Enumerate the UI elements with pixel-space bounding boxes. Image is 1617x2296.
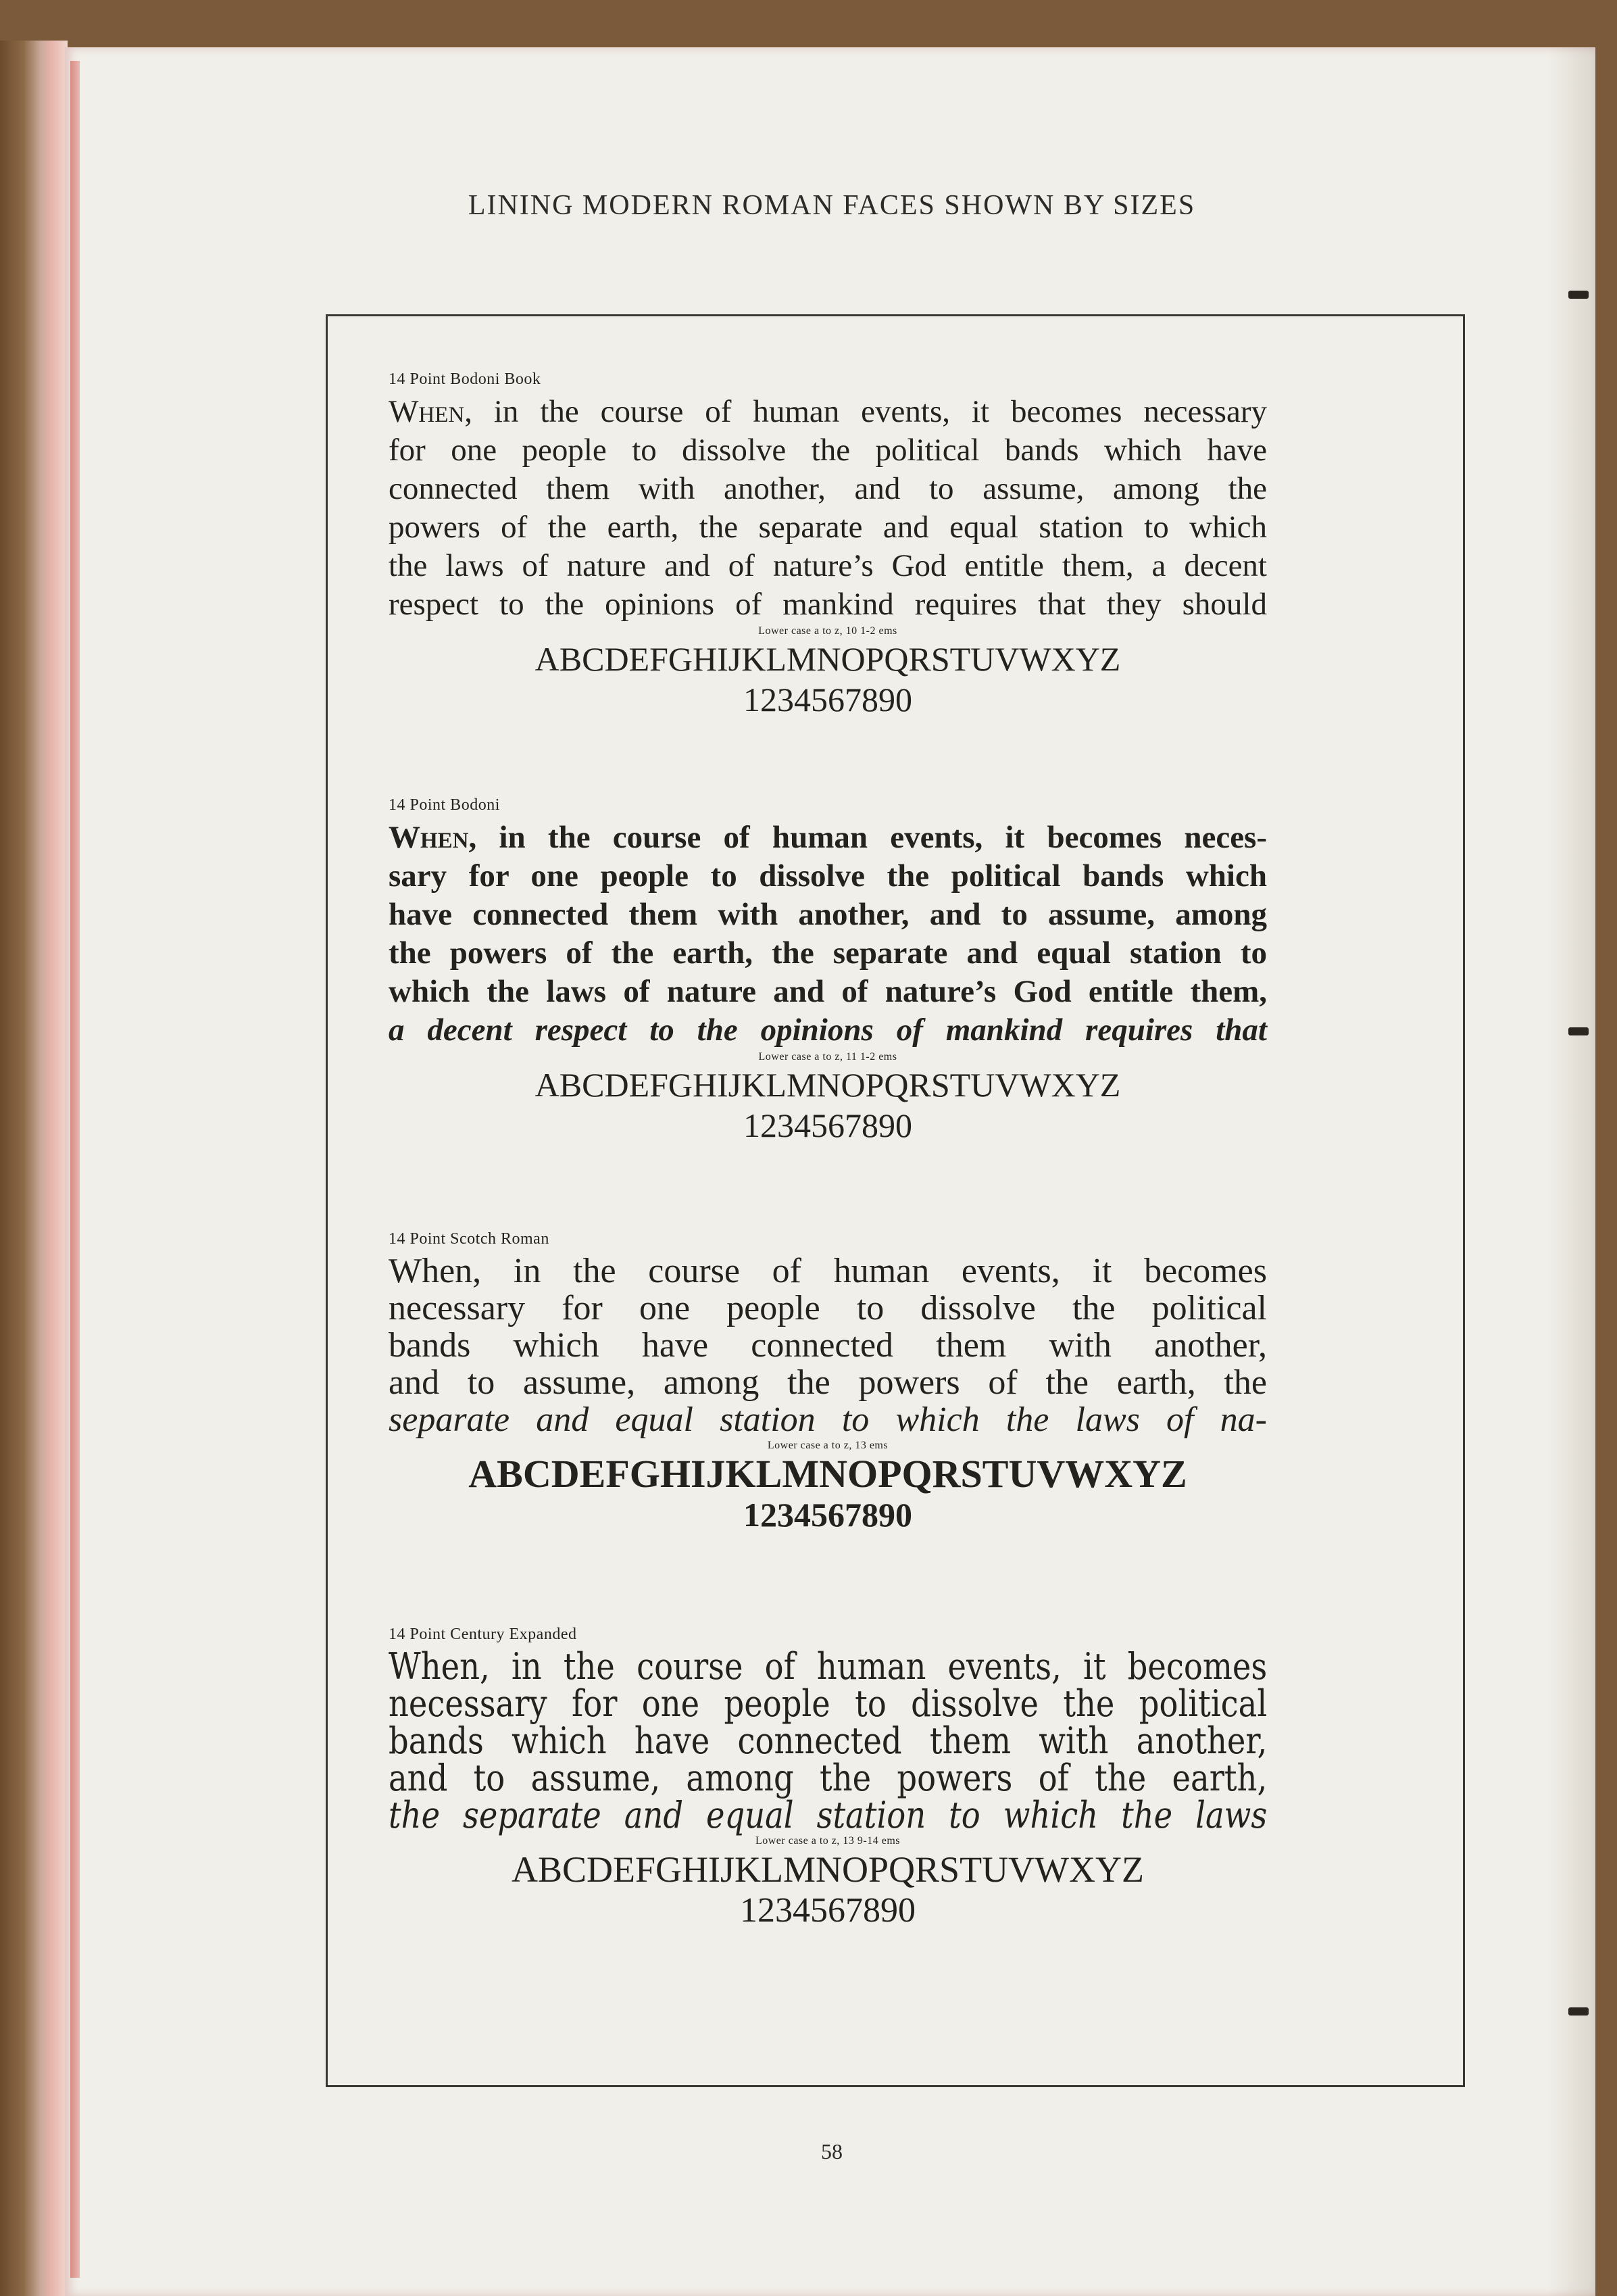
specimen-line: the laws of nature and of nature’s God entitle them, a decent <box>389 548 1267 583</box>
specimen-line: and to assume, among the powers of the earth, the <box>389 1363 1267 1402</box>
specimen-line: necessary for one people to dissolve the political <box>389 1289 1267 1327</box>
page-tab-marker <box>1568 291 1589 299</box>
specimen-line: When, in the course of human events, it becomes <box>389 1645 1268 1688</box>
small-caps-word: When <box>389 820 469 855</box>
numerals-line: 1234567890 <box>743 1496 912 1534</box>
specimen-line: sary for one people to dissolve the political bands which <box>389 858 1267 894</box>
specimen-label: 14 Point Scotch Roman <box>389 1230 549 1248</box>
lowercase-note: Lower case a to z, 13 ems <box>767 1440 889 1451</box>
specimen-line: When, in the course of human events, it becomes necessary <box>389 394 1267 429</box>
specimen-text <box>389 819 1267 1050</box>
specimen-line: the powers of the earth, the separate and equal station to <box>389 935 1267 971</box>
specimen-line: for one people to dissolve the political bands which have <box>389 433 1267 468</box>
lowercase-note: Lower case a to z, 13 9-14 ems <box>755 1835 901 1847</box>
book-edge <box>0 41 68 2296</box>
specimen-italic-line: the separate and equal station to which the laws <box>389 1794 1268 1836</box>
specimen-line: connected them with another, and to assume, among the <box>389 471 1267 506</box>
running-head: LINING MODERN ROMAN FACES SHOWN BY SIZES <box>468 190 1196 221</box>
numerals-line: 1234567890 <box>743 1106 912 1144</box>
specimen-line: bands which have connected them with another, <box>389 1326 1267 1365</box>
page-tab-marker <box>1568 1027 1589 1035</box>
specimen-line: When, in the course of human events, it becomes neces- <box>389 820 1267 855</box>
specimen-text <box>389 1252 1267 1438</box>
numerals-line: 1234567890 <box>743 681 912 718</box>
specimen-line: respect to the opinions of mankind requires that they should <box>389 587 1267 622</box>
specimen-text <box>389 1645 1268 1836</box>
specimen-label: 14 Point Bodoni <box>389 796 500 814</box>
specimen-line: which the laws of nature and of nature’s God entitle them, <box>389 974 1267 1009</box>
specimen-line: and to assume, among the powers of the earth, <box>389 1757 1268 1799</box>
specimen-text <box>389 393 1267 624</box>
page-number: 58 <box>821 2139 843 2164</box>
specimen-bodoni-book <box>389 370 1267 720</box>
page-tab-marker <box>1568 2007 1589 2016</box>
specimen-label: 14 Point Bodoni Book <box>389 370 541 388</box>
alphabet-line: ABCDEFGHIJKLMNOPQRSTUVWXYZ <box>468 1452 1187 1496</box>
small-caps-word: When <box>389 394 465 429</box>
lowercase-note: Lower case a to z, 10 1-2 ems <box>758 625 897 637</box>
specimen-label: 14 Point Century Expanded <box>389 1626 577 1643</box>
alphabet-line: ABCDEFGHIJKLMNOPQRSTUVWXYZ <box>534 1066 1121 1104</box>
alphabet-line: ABCDEFGHIJKLMNOPQRSTUVWXYZ <box>511 1849 1145 1890</box>
specimen-line: have connected them with another, and to assume, among <box>389 897 1267 932</box>
specimen-italic-line: separate and equal station to which the laws of na- <box>389 1400 1267 1439</box>
specimen-italic-line: a decent respect to the opinions of mankind requires that <box>389 1012 1267 1048</box>
book-page <box>65 47 1595 2296</box>
gutter-shadow <box>1548 47 1595 2296</box>
specimen-line: When, in the course of human events, it becomes <box>389 1252 1267 1290</box>
specimen-scotch-roman <box>389 1230 1267 1534</box>
specimen-line: powers of the earth, the separate and equal station to which <box>389 510 1267 545</box>
lowercase-note: Lower case a to z, 11 1-2 ems <box>758 1051 897 1062</box>
specimen-line: necessary for one people to dissolve the political <box>389 1682 1268 1725</box>
specimen-century-expanded <box>389 1626 1267 1931</box>
specimen-line: bands which have connected them with another, <box>389 1719 1268 1762</box>
numerals-line: 1234567890 <box>740 1891 916 1930</box>
alphabet-line: ABCDEFGHIJKLMNOPQRSTUVWXYZ <box>534 640 1121 678</box>
red-page-edge <box>70 61 80 2278</box>
specimen-bodoni <box>389 796 1267 1146</box>
